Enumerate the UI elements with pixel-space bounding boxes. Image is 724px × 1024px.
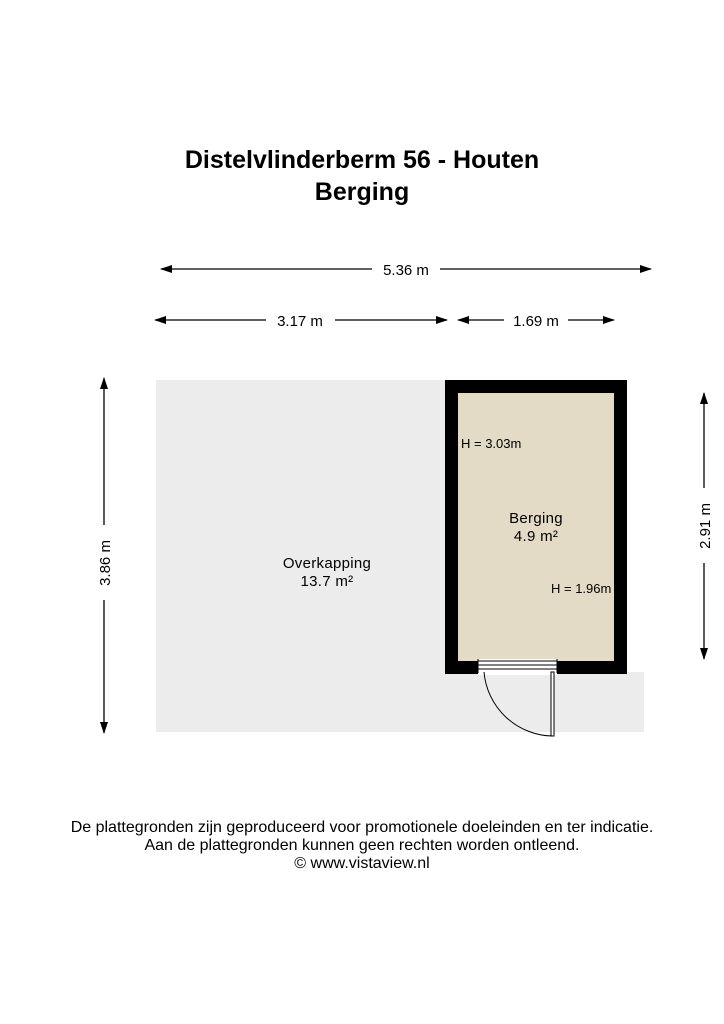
door-leaf — [551, 672, 554, 736]
dimension-label-berging-depth: 2.91 m — [697, 503, 714, 549]
dimension-label-total-depth: 3.86 m — [97, 540, 114, 586]
room-area-overkapping: 13.7 m² — [300, 573, 354, 590]
ceiling-height-high: H = 3.03m — [461, 436, 522, 451]
overkapping-area-extension — [446, 672, 644, 732]
plan-floor-title: Berging — [314, 178, 410, 206]
copyright-line: © www.vistaview.nl — [294, 855, 430, 872]
ceiling-height-low: H = 1.96m — [551, 581, 612, 596]
room-area-berging: 4.9 m² — [513, 528, 559, 545]
berging-floor — [458, 393, 614, 661]
disclaimer — [0, 819, 724, 873]
dimension-label-right-width: 1.69 m — [513, 313, 559, 330]
dimension-label-left-width: 3.17 m — [277, 313, 323, 330]
room-name-berging: Berging — [509, 510, 563, 527]
disclaimer-line-1: De plattegronden zijn geproduceerd voor promotionele doeleinden en ter indicatie. — [70, 819, 654, 836]
plan-address-title: Distelvlinderberm 56 - Houten — [184, 146, 540, 174]
berging-wall-right — [614, 580, 627, 598]
disclaimer-line-2: Aan de plattegronden kunnen geen rechten worden ontleend. — [144, 837, 580, 854]
dimension-label-total-width: 5.36 m — [383, 262, 429, 279]
room-name-overkapping: Overkapping — [282, 555, 372, 572]
